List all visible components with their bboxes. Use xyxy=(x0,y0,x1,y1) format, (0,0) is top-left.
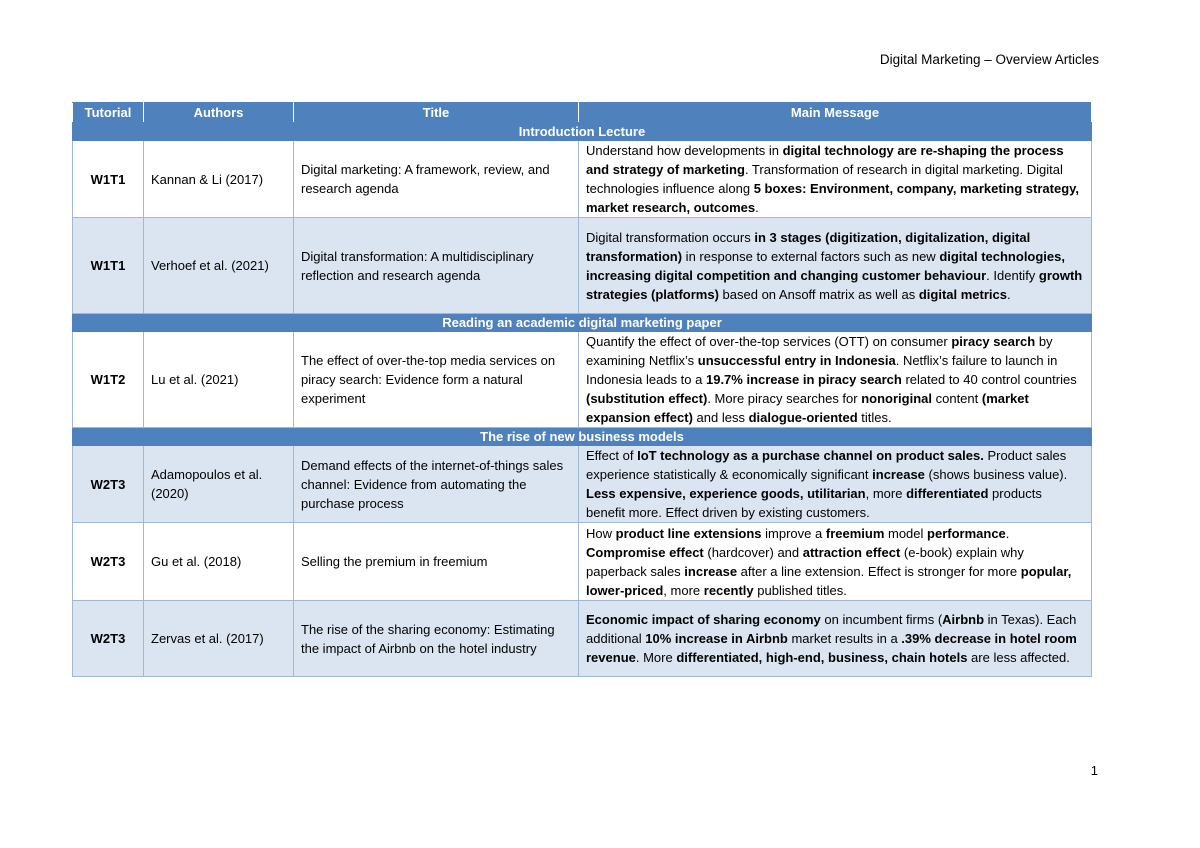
message-text: (shows business value). xyxy=(924,467,1068,482)
emphasis-text: digital metrics xyxy=(918,286,1007,302)
message-text: based on Ansoff matrix as well as xyxy=(718,286,919,302)
column-header-tutorial: Tutorial xyxy=(73,103,144,123)
message-text: in Texas). Each additional xyxy=(586,612,1077,646)
message-text: . Transformation of research in digital marketing. Digital technologies influence along xyxy=(586,162,1063,196)
table-row xyxy=(73,141,1092,218)
message-text: . More piracy searches for xyxy=(707,391,862,406)
emphasis-text: recently xyxy=(703,582,754,598)
message-text: , more xyxy=(663,582,704,598)
message-text: titles. xyxy=(857,410,892,425)
message-text: products benefit more. Effect driven by existing customers. xyxy=(586,486,1042,520)
title-cell: The effect of over-the-top media services on piracy search: Evidence form a natural experiment xyxy=(294,332,579,428)
emphasis-text: increase xyxy=(684,563,738,579)
tutorial-cell: W1T1 xyxy=(73,218,144,314)
emphasis-text: differentiated, high-end, business, chain hotels xyxy=(676,650,968,665)
table-row xyxy=(73,332,1092,428)
tutorial-cell: W2T3 xyxy=(73,601,144,677)
title-cell: Demand effects of the internet-of-things sales channel: Evidence from automating the purchase process xyxy=(294,446,579,523)
column-header-title: Title xyxy=(294,103,579,123)
emphasis-text: IoT technology as a purchase channel on product sales. xyxy=(637,448,984,463)
message-cell xyxy=(579,218,1092,314)
emphasis-text: Economic impact of sharing economy xyxy=(586,612,821,627)
message-cell xyxy=(579,332,1092,428)
message-text: improve a xyxy=(761,525,826,541)
authors-cell: Lu et al. (2021) xyxy=(144,332,294,428)
message-text: . xyxy=(755,200,759,215)
tutorial-cell: W1T2 xyxy=(73,332,144,428)
message-text: are less affected. xyxy=(967,650,1070,665)
message-text: . xyxy=(1005,525,1010,541)
emphasis-text: Compromise effect xyxy=(586,544,704,560)
message-cell xyxy=(579,601,1092,677)
message-text: in response to external factors such as new xyxy=(682,248,940,264)
emphasis-text: 10% increase in Airbnb xyxy=(645,631,788,646)
message-text: by examining Netflix’s xyxy=(586,334,1053,368)
authors-cell: Verhoef et al. (2021) xyxy=(144,218,294,314)
emphasis-text: unsuccessful entry in Indonesia xyxy=(697,353,896,368)
message-text: published titles. xyxy=(753,582,847,598)
section-row xyxy=(73,314,1092,332)
message-text: model xyxy=(884,525,928,541)
emphasis-text: .39% decrease in hotel room revenue xyxy=(586,631,1077,665)
message-text: (e-book) explain why paperback sales xyxy=(586,544,1024,579)
emphasis-text: freemium xyxy=(825,525,885,541)
emphasis-text: nonoriginal xyxy=(861,391,932,406)
message-text: Understand how developments in xyxy=(586,143,783,158)
articles-table xyxy=(72,102,1092,677)
message-text: Quantify the effect of over-the-top services (OTT) on consumer xyxy=(586,334,952,349)
message-text: related to 40 control countries xyxy=(901,372,1077,387)
emphasis-text: piracy search xyxy=(951,334,1036,349)
title-cell: Digital marketing: A framework, review, and research agenda xyxy=(294,141,579,218)
message-text: . Netflix’s failure to launch in Indonesia leads to a xyxy=(586,353,1058,387)
section-heading: Introduction Lecture xyxy=(73,123,1092,141)
message-cell xyxy=(579,141,1092,218)
emphasis-text: 19.7% increase in piracy search xyxy=(705,372,902,387)
message-text: on incumbent firms ( xyxy=(820,612,943,627)
title-cell: The rise of the sharing economy: Estimating the impact of Airbnb on the hotel industry xyxy=(294,601,579,677)
emphasis-text: product line extensions xyxy=(615,525,762,541)
emphasis-text: in 3 stages (digitization, digitalization, digital transformation) xyxy=(586,229,1031,264)
title-cell: Digital transformation: A multidisciplinary reflection and research agenda xyxy=(294,218,579,314)
emphasis-text: 5 boxes: Environment, company, marketing strategy, market research, outcomes xyxy=(586,181,1080,215)
column-header-main-message: Main Message xyxy=(579,103,1092,123)
emphasis-text: performance xyxy=(927,525,1006,541)
emphasis-text: Airbnb xyxy=(942,612,985,627)
authors-cell: Zervas et al. (2017) xyxy=(144,601,294,677)
section-heading: The rise of new business models xyxy=(73,428,1092,446)
table-row xyxy=(73,601,1092,677)
message-text: (hardcover) and xyxy=(703,544,803,560)
emphasis-text: digital technology are re-shaping the process and strategy of marketing xyxy=(586,143,1064,177)
emphasis-text: (substitution effect) xyxy=(586,391,708,406)
message-cell xyxy=(579,523,1092,601)
message-text: market results in a xyxy=(787,631,902,646)
message-text: Product sales experience statistically & economically significant xyxy=(586,448,1067,482)
message-text: after a line extension. Effect is stronger for more xyxy=(737,563,1021,579)
message-text: Digital transformation occurs xyxy=(586,229,755,245)
section-row xyxy=(73,428,1092,446)
message-text: , more xyxy=(865,486,907,501)
message-cell xyxy=(579,446,1092,523)
emphasis-text: increase xyxy=(872,467,925,482)
authors-cell: Adamopoulos et al. (2020) xyxy=(144,446,294,523)
message-text: How xyxy=(586,525,616,541)
emphasis-text: differentiated xyxy=(906,486,989,501)
message-text: . xyxy=(1006,286,1011,302)
authors-cell: Kannan & Li (2017) xyxy=(144,141,294,218)
table-row xyxy=(73,523,1092,601)
tutorial-cell: W2T3 xyxy=(73,523,144,601)
table-row xyxy=(73,218,1092,314)
emphasis-text: attraction effect xyxy=(802,544,901,560)
tutorial-cell: W1T1 xyxy=(73,141,144,218)
emphasis-text: popular, lower-priced xyxy=(586,563,1072,598)
table-row xyxy=(73,446,1092,523)
running-header: Digital Marketing – Overview Articles xyxy=(879,52,1099,67)
section-heading: Reading an academic digital marketing paper xyxy=(73,314,1092,332)
emphasis-text: growth strategies (platforms) xyxy=(586,267,1083,302)
title-cell: Selling the premium in freemium xyxy=(294,523,579,601)
emphasis-text: (market expansion effect) xyxy=(586,391,1029,425)
message-text: and less xyxy=(692,410,749,425)
authors-cell: Gu et al. (2018) xyxy=(144,523,294,601)
section-row xyxy=(73,123,1092,141)
message-text: . Identify xyxy=(986,267,1039,283)
tutorial-cell: W2T3 xyxy=(73,446,144,523)
page-number: 1 xyxy=(1090,763,1098,778)
message-text: content xyxy=(932,391,982,406)
table-header-row xyxy=(73,103,1092,123)
emphasis-text: Less expensive, experience goods, utilitarian xyxy=(586,486,866,501)
column-header-authors: Authors xyxy=(144,103,294,123)
message-text: . More xyxy=(635,650,677,665)
emphasis-text: digital technologies, increasing digital competition and changing customer behaviour xyxy=(586,248,1065,283)
emphasis-text: dialogue-oriented xyxy=(748,410,858,425)
message-text: Effect of xyxy=(586,448,638,463)
